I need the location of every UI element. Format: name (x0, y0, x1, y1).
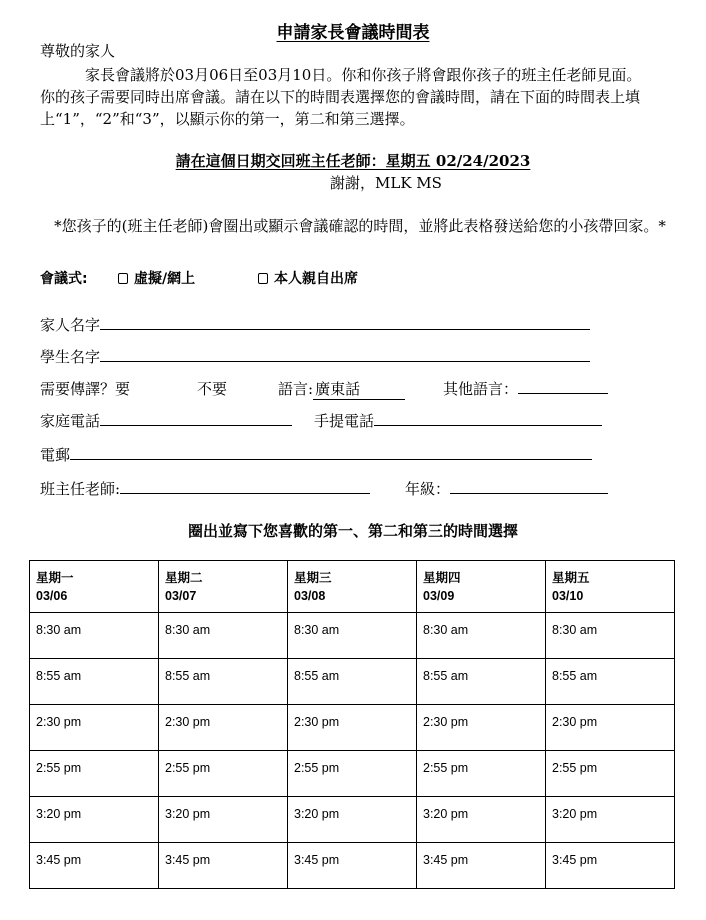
time-slot[interactable]: 2:55 pm (159, 751, 288, 797)
table-row (30, 843, 675, 889)
time-slot[interactable]: 3:45 pm (30, 843, 159, 889)
day-header: 星期三 03/08 (288, 561, 417, 613)
time-slot[interactable]: 8:55 am (288, 659, 417, 705)
time-slot[interactable]: 3:20 pm (417, 797, 546, 843)
day-header: 星期二 03/07 (159, 561, 288, 613)
time-slot[interactable]: 8:30 am (417, 613, 546, 659)
table-row (30, 797, 675, 843)
other-language-row (443, 378, 608, 399)
grade-row (405, 478, 608, 499)
time-slot[interactable]: 3:20 pm (546, 797, 675, 843)
email-row (40, 444, 592, 465)
time-slot[interactable]: 2:30 pm (546, 705, 675, 751)
time-slot[interactable]: 2:55 pm (288, 751, 417, 797)
teacher-row (40, 478, 370, 499)
time-slot[interactable]: 3:20 pm (30, 797, 159, 843)
table-row (30, 659, 675, 705)
time-slot[interactable]: 2:30 pm (30, 705, 159, 751)
time-slot[interactable]: 3:45 pm (417, 843, 546, 889)
intro-paragraph (40, 64, 650, 130)
confirmation-notice: *您孩子的(班主任老師)會圈出或顯示會議確認的時間，並將此表格發送給您的小孩帶回家。* (54, 217, 666, 235)
other-language-field[interactable] (518, 378, 608, 394)
time-slot[interactable]: 8:30 am (159, 613, 288, 659)
teacher-label: 班主任老師: (40, 480, 121, 498)
home-phone-field[interactable] (100, 410, 292, 426)
time-slot[interactable]: 3:45 pm (546, 843, 675, 889)
family-name-label: 家人名字 (40, 316, 101, 334)
intro-text: 家長會議將於03月06日至03月10日。你和你孩子將會跟你孩子的班主任老師見面。你的孩子需要同時出席會議。請在以下的時間表選擇您的會議時間，請在下面的時間表上填上“1”，“2”和“3”，以顯示你的第一，第二和第三選擇。 (40, 66, 642, 128)
time-slot[interactable]: 8:55 am (30, 659, 159, 705)
schedule-header-row (30, 561, 675, 613)
time-slot[interactable]: 3:20 pm (159, 797, 288, 843)
time-slot[interactable]: 8:30 am (30, 613, 159, 659)
time-slot[interactable]: 2:30 pm (288, 705, 417, 751)
checkbox-icon[interactable] (118, 273, 128, 284)
time-slot[interactable]: 2:30 pm (417, 705, 546, 751)
checkbox-icon[interactable] (258, 273, 268, 284)
time-slot[interactable]: 2:55 pm (30, 751, 159, 797)
family-name-row (40, 314, 590, 335)
time-slot[interactable]: 8:55 am (159, 659, 288, 705)
return-deadline: 請在這個日期交回班主任老師：星期五 02/24/2023 (175, 152, 531, 170)
in-person-label: 本人親自出席 (274, 271, 358, 287)
day-header: 星期四 03/09 (417, 561, 546, 613)
table-row (30, 751, 675, 797)
schedule-table (29, 560, 675, 889)
virtual-label: 虛擬/網上 (134, 271, 196, 287)
time-slot[interactable]: 3:45 pm (288, 843, 417, 889)
meeting-option-virtual[interactable] (118, 268, 195, 288)
greeting: 尊敬的家人 (40, 42, 116, 60)
meeting-option-in-person[interactable] (258, 268, 358, 288)
time-slot[interactable]: 8:30 am (288, 613, 417, 659)
day-header: 星期五 03/10 (546, 561, 675, 613)
student-name-field[interactable] (100, 346, 590, 362)
time-slot[interactable]: 3:45 pm (159, 843, 288, 889)
email-field[interactable] (70, 444, 592, 460)
time-slot[interactable]: 3:20 pm (288, 797, 417, 843)
grade-label: 年級： (405, 480, 451, 498)
time-slot[interactable]: 8:30 am (546, 613, 675, 659)
page-title: 申請家長會議時間表 (276, 23, 430, 43)
time-slot[interactable]: 2:55 pm (417, 751, 546, 797)
time-slot[interactable]: 8:55 am (417, 659, 546, 705)
language-field[interactable]: 廣東話 (313, 378, 405, 400)
interpreter-no[interactable]: 不要 (197, 380, 228, 398)
email-label: 電郵 (40, 446, 71, 464)
family-name-field[interactable] (100, 314, 590, 330)
mobile-phone-row (314, 410, 602, 431)
language-label: 語言: (278, 380, 314, 398)
student-name-label: 學生名字 (40, 348, 101, 366)
student-name-row (40, 346, 590, 367)
time-slot[interactable]: 2:30 pm (159, 705, 288, 751)
other-language-label: 其他語言： (443, 380, 519, 398)
mobile-phone-label: 手提電話 (314, 412, 375, 430)
home-phone-label: 家庭電話 (40, 412, 101, 430)
time-slot[interactable]: 2:55 pm (546, 751, 675, 797)
meeting-format-label: 會議式: (40, 271, 88, 287)
table-row (30, 613, 675, 659)
language-row (278, 378, 405, 400)
home-phone-row (40, 410, 292, 431)
schedule-heading: 圈出並寫下您喜歡的第一、第二和第三的時間選擇 (187, 522, 518, 540)
thanks-signature: 謝謝，MLK MS (330, 174, 442, 192)
day-header: 星期一 03/06 (30, 561, 159, 613)
teacher-field[interactable] (120, 478, 370, 494)
time-slot[interactable]: 8:55 am (546, 659, 675, 705)
interpreter-yes[interactable]: 需要傳譯？要 (40, 380, 131, 398)
mobile-phone-field[interactable] (374, 410, 602, 426)
grade-field[interactable] (450, 478, 608, 494)
table-row (30, 705, 675, 751)
